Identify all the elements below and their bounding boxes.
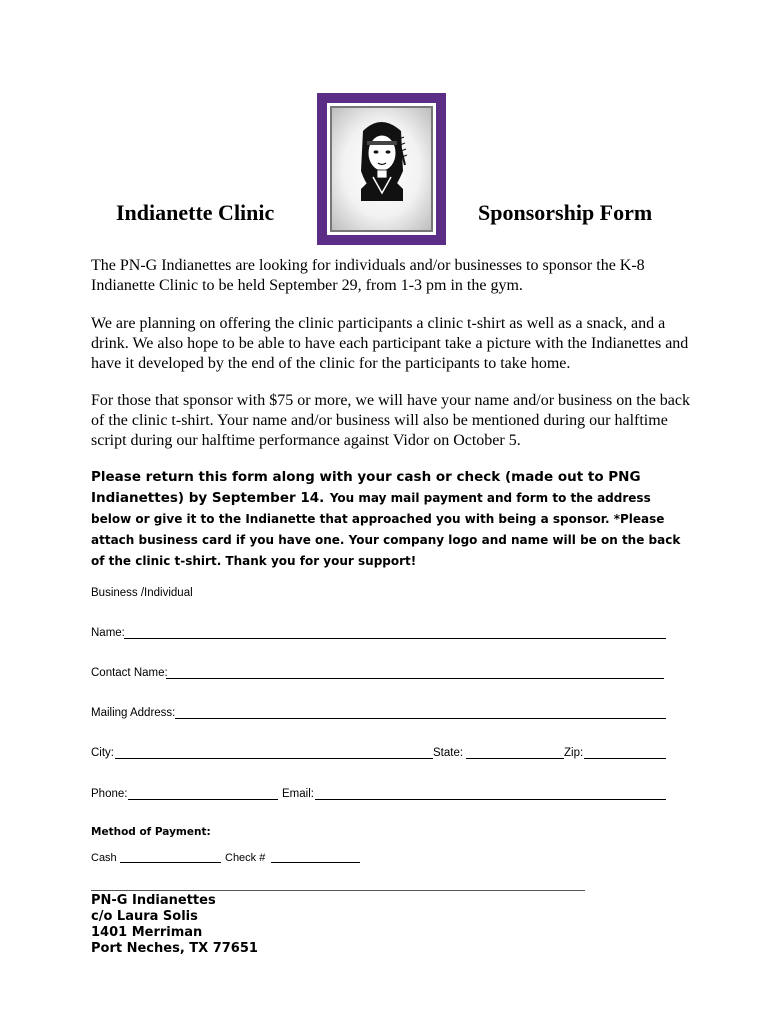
- sponsor-paragraph: For those that sponsor with $75 or more, we will have your name and/or business on the back of the clinic t-shirt. Your name and/or business will also be mentioned during our halftime script during our halftime performance against Vidor on October 5.: [91, 392, 690, 449]
- method-of-payment-label: Method of Payment:: [91, 826, 211, 838]
- name-label: Name:: [91, 627, 125, 639]
- zip-label: Zip:: [564, 747, 584, 759]
- business-individual-label: Business /Individual: [91, 587, 193, 599]
- address-line-2: c/o Laura Solis: [91, 909, 198, 924]
- city-field[interactable]: [115, 758, 433, 759]
- address-divider: [91, 890, 585, 891]
- phone-field[interactable]: [128, 799, 278, 800]
- name-field[interactable]: [124, 638, 666, 639]
- state-label: State:: [433, 747, 464, 759]
- return-deadline-text: Please return this form along with your cash or check (made out to PNG Indianettes) by September 14.: [91, 469, 641, 506]
- return-instructions: [91, 466, 691, 571]
- clinic-title: Indianette Clinic: [116, 200, 275, 225]
- intro-paragraph: The PN-G Indianettes are looking for individuals and/or businesses to sponsor the K-8 Indianette Clinic to be held September 29, from 1-3 pm in the gym.: [91, 257, 645, 294]
- contact-name-label: Contact Name:: [91, 667, 168, 679]
- plans-paragraph: We are planning on offering the clinic participants a clinic t-shirt as well as a snack, and a drink. We also hope to be able to have each participant take a picture with the Indianettes and have it developed by the end of the clinic for the participants to take home.: [91, 315, 689, 372]
- mailing-instructions-text: You may mail payment and form to the address below or give it to the Indianette that approached you with being a sponsor. *Please attach business card if you have one. Your company logo and name will be on the back of the clinic t-shirt. Thank you for your support!: [91, 491, 681, 568]
- address-line-4: Port Neches, TX 77651: [91, 941, 258, 956]
- email-field[interactable]: [315, 799, 666, 800]
- city-label: City:: [91, 747, 114, 759]
- check-number-field[interactable]: [271, 862, 360, 863]
- mailing-address-field[interactable]: [175, 718, 666, 719]
- mailing-address-label: Mailing Address:: [91, 707, 176, 719]
- email-label: Email:: [282, 788, 314, 800]
- mailing-address-block: [91, 893, 258, 957]
- state-field[interactable]: [466, 758, 564, 759]
- zip-field[interactable]: [584, 758, 666, 759]
- cash-field[interactable]: [120, 862, 221, 863]
- phone-label: Phone:: [91, 788, 128, 800]
- address-line-3: 1401 Merriman: [91, 925, 203, 940]
- address-line-1: PN-G Indianettes: [91, 893, 216, 908]
- form-title: Sponsorship Form: [478, 200, 653, 225]
- check-number-label: Check #: [225, 852, 266, 864]
- clinic-logo: [317, 93, 446, 245]
- cash-label: Cash: [91, 852, 117, 864]
- indianette-portrait-icon: [317, 93, 446, 245]
- contact-name-field[interactable]: [166, 678, 664, 679]
